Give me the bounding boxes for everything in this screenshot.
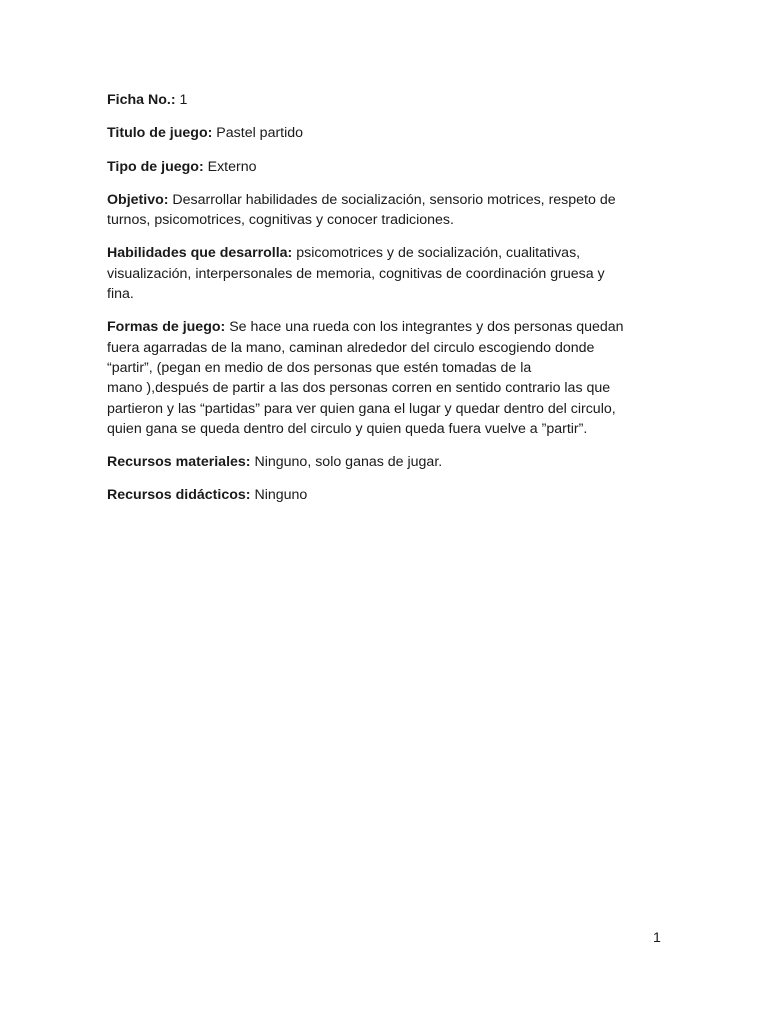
field-line: quien gana se queda dentro del circulo y quien queda fuera vuelve a ”partir”.	[107, 420, 588, 437]
field-line: visualización, interpersonales de memoria, cognitivas de coordinación gruesa y	[107, 265, 605, 282]
field-line	[107, 485, 667, 505]
field-line	[107, 452, 667, 472]
field-label: Habilidades que desarrolla:	[107, 245, 293, 262]
field-ficha	[107, 90, 667, 110]
field-label: Recursos didácticos:	[107, 487, 251, 504]
field-value: Externo	[203, 158, 257, 175]
field-line: fina.	[107, 286, 134, 303]
field-line: turnos, psicomotrices, cognitivas y conocer tradiciones.	[107, 212, 454, 229]
field-titulo	[107, 123, 667, 143]
field-label: Objetivo:	[107, 191, 169, 208]
field-value: Ninguno, solo ganas de jugar.	[250, 454, 443, 471]
field-line	[107, 157, 667, 177]
field-objetivo	[107, 190, 667, 231]
document-page	[107, 90, 667, 519]
field-line	[107, 123, 667, 143]
field-line: partieron y las “partidas” para ver quien gana el lugar y quedar dentro del circulo,	[107, 400, 616, 417]
field-value: psicomotrices y de socialización, cualitativas,	[292, 245, 581, 262]
field-value: Desarrollar habilidades de socialización, sensorio motrices, respeto de	[168, 191, 616, 208]
field-recursos-didacticos	[107, 485, 667, 505]
field-value: 1	[175, 92, 188, 108]
field-value: Pastel partido	[212, 125, 304, 142]
field-line: “partir”, (pegan en medio de dos personas que estén tomadas de la	[107, 359, 532, 376]
field-label: Tipo de juego:	[107, 158, 204, 175]
field-label: Formas de juego:	[107, 319, 226, 336]
field-value: Ninguno	[250, 487, 308, 504]
field-label: Ficha No.:	[107, 92, 176, 108]
field-habilidades	[107, 243, 667, 304]
field-line	[107, 243, 667, 263]
field-line: fuera agarradas de la mano, caminan alrededor del circulo escogiendo donde	[107, 339, 595, 356]
field-line	[107, 317, 667, 337]
field-line	[107, 90, 667, 110]
page-number: 1	[653, 930, 661, 946]
field-formas	[107, 317, 667, 439]
field-value: Se hace una rueda con los integrantes y dos personas quedan	[225, 319, 624, 336]
field-tipo	[107, 157, 667, 177]
field-label: Recursos materiales:	[107, 454, 251, 471]
field-line: mano ),después de partir a las dos personas corren en sentido contrario las que	[107, 380, 611, 397]
field-recursos-materiales	[107, 452, 667, 472]
field-label: Titulo de juego:	[107, 125, 213, 142]
field-line	[107, 190, 667, 210]
